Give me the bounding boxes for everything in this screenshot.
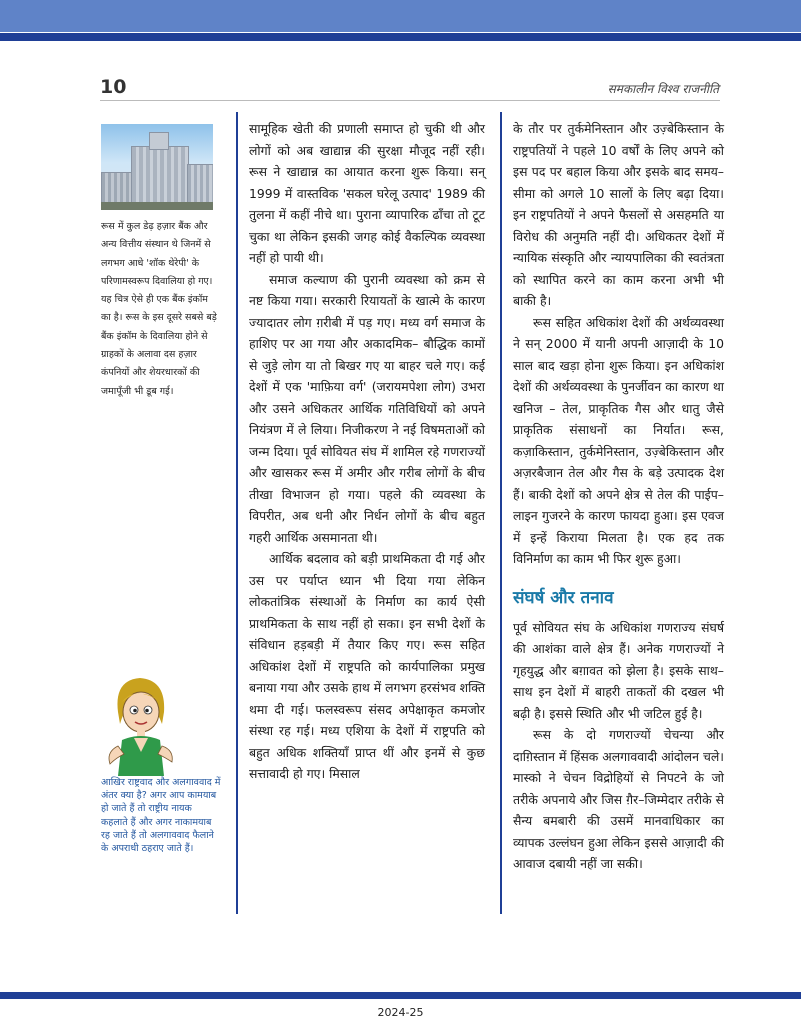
column-divider-right	[500, 112, 502, 914]
paragraph: रूस के दो गणराज्यों चेचन्या और दाग़िस्तान में हिंसक अलगाववादी आंदोलन चले। मास्को ने चेचन विद्रोहियों से निपटने के जो तरीके अपनाये और जिस ग़ैर–जिम्मेदार तरीके से सैन्य बमबारी की उसमें मानवाधिकार का व्यापक उल्लंघन हुआ लेकिन इससे आज़ादी की आवाज दबायी नहीं जा सकी।	[513, 727, 724, 871]
girl-cartoon-icon	[104, 672, 176, 776]
section-heading: संघर्ष और तनाव	[513, 587, 614, 608]
top-color-band	[0, 0, 801, 32]
footer-year: 2024-25	[377, 1006, 424, 1019]
sidebar-question-note: आखिर राष्ट्रवाद और अलगाववाद में अंतर क्या है? अगर आप कामयाब हो जाते हैं तो राष्ट्रीय नायक कहलाते हैं और अगर नाकामयाब रह जाते हैं तो अलगाववाद फैलाने के अपराधी ठहराए जाते हैं।	[101, 777, 221, 855]
column-divider-left	[236, 112, 238, 914]
paragraph: रूस सहित अधिकांश देशों की अर्थव्यवस्था ने सन् 2000 में यानी अपनी आज़ादी के 10 साल बाद खड़ा होना शुरू किया। इन अधिकांश देशों की अर्थव्यवस्था के पुनर्जीवन का कारण था खनिज – तेल, प्राकृतिक गैस और धातु जैसे प्राकृतिक संसाधनों का निर्यात। रूस, कज़ाकिस्तान, तुर्कमेनिस्तान, उज़्बेकिस्तान और अज़रबैजान तेल और गैस के बड़े उत्पादक देश हैं। बाकी देशों को अपने क्षेत्र से तेल की पाईप–लाइन गुजरने के कारण फायदा हुआ। इस एवज में इन्हें किराया मिलता है। एक हद तक विनिर्माण का काम भी फिर शुरू हुआ।	[513, 314, 724, 566]
bank-building-photo	[101, 124, 213, 210]
text-column-1	[249, 118, 485, 785]
page-number: 10	[100, 76, 127, 98]
sidebar-photo-caption: रूस में कुल डेढ़ हज़ार बैंक और अन्य वित्तीय संस्थान थे जिनमें से लगभग आधे 'शॉक थेरेपी' के परिणामस्वरूप दिवालिया हो गए। यह चित्र ऐसे ही एक बैंक इंकॉम का है। रूस के इस दूसरे सबसे बड़े बैंक इंकॉम के दिवालिया होने से ग्राहकों के अलावा दस हज़ार कंपनियों और शेयरधारकों की जमापूँजी भी डूब गई।	[101, 221, 217, 397]
paragraph: के तौर पर तुर्कमेनिस्तान और उज़्बेकिस्तान के राष्ट्रपतियों ने पहले 10 वर्षों के लिए अपने को इस पद पर बहाल किया और इसके बाद समय–सीमा को अगले 10 सालों के लिए बढ़ा दिया। इन राष्ट्रपतियों ने अपने फैसलों से असहमति या विरोध की अनुमति नहीं दी। अधिकतर देशों में न्यायिक संस्कृति और न्यायपालिका की स्वतंत्रता को स्थापित करने का काम करना अभी भी बाकी है।	[513, 121, 724, 308]
paragraph: समाज कल्याण की पुरानी व्यवस्था को क्रम से नष्ट किया गया। सरकारी रियायतों के खात्मे के कारण ज्यादातर लोग ग़रीबी में पड़ गए। मध्य वर्ग समाज के हाशिए पर आ गया और अकादमिक– बौद्धिक कामों से जुड़े लोग या तो बिखर गए या बाहर चले गए। कई देशों में एक 'माफ़िया वर्ग' (जरायमपेशा लोग) उभरा और उसने अधिकतर आर्थिक गतिविधियों को अपने नियंत्रण में ले लिया। निजीकरण ने नई विषमताओं को जन्म दिया। पूर्व सोवियत संघ में शामिल रहे गणराज्यों और खासकर रूस में अमीर और गरीब लोगों के बीच तीखा विभाजन हो गया। पहले की व्यवस्था के विपरीत, अब धनी और निर्धन लोगों के बीच बहुत गहरी आर्थिक असमानता थी।	[249, 271, 485, 545]
paragraph: सामूहिक खेती की प्रणाली समाप्त हो चुकी थी और लोगों को अब खाद्यान्न की सुरक्षा मौजूद नहीं रही। रूस ने खाद्यान्न का आयात करना शुरू किया। सन् 1999 में वास्तविक 'सकल घरेलू उत्पाद' 1989 की तुलना में कहीं नीचे था। पुराना व्यापारिक ढाँचा तो टूट चुका था लेकिन इसकी जगह कोई वैकल्पिक व्यवस्था नहीं हो पायी थी।	[249, 121, 485, 265]
footer-rule	[0, 992, 801, 999]
paragraph: पूर्व सोवियत संघ के अधिकांश गणराज्य संघर्ष की आशंका वाले क्षेत्र हैं। अनेक गणराज्यों ने गृहयुद्ध और बग़ावत को झेला है। इसके साथ–साथ इन देशों में बाहरी ताकतों की दखल भी बढ़ी है। इससे स्थिति और भी जटिल हुई है।	[513, 619, 724, 721]
text-column-2	[513, 118, 724, 875]
running-header-title: समकालीन विश्व राजनीति	[607, 82, 719, 96]
header-divider	[100, 100, 720, 101]
top-rule	[0, 33, 801, 41]
paragraph: आर्थिक बदलाव को बड़ी प्राथमिकता दी गई और उस पर पर्याप्त ध्यान भी दिया गया लेकिन लोकतांत्रिक संस्थाओं के निर्माण का कार्य ऐसी प्राथमिकता के साथ नहीं हो सका। इन सभी देशों के संविधान हड़बड़ी में तैयार किए गए। रूस सहित अधिकांश देशों में राष्ट्रपति को कार्यपालिका प्रमुख बनाया गया और उसके हाथ में लगभग हरसंभव शक्ति थमा दी गई। फलस्वरूप संसद अपेक्षाकृत कमजोर संस्था रह गई। मध्य एशिया के देशों में राष्ट्रपति को बहुत अधिक शक्तियाँ प्राप्त थीं और इनमें से कुछ सत्तावादी हो गए। मिसाल	[249, 551, 486, 781]
